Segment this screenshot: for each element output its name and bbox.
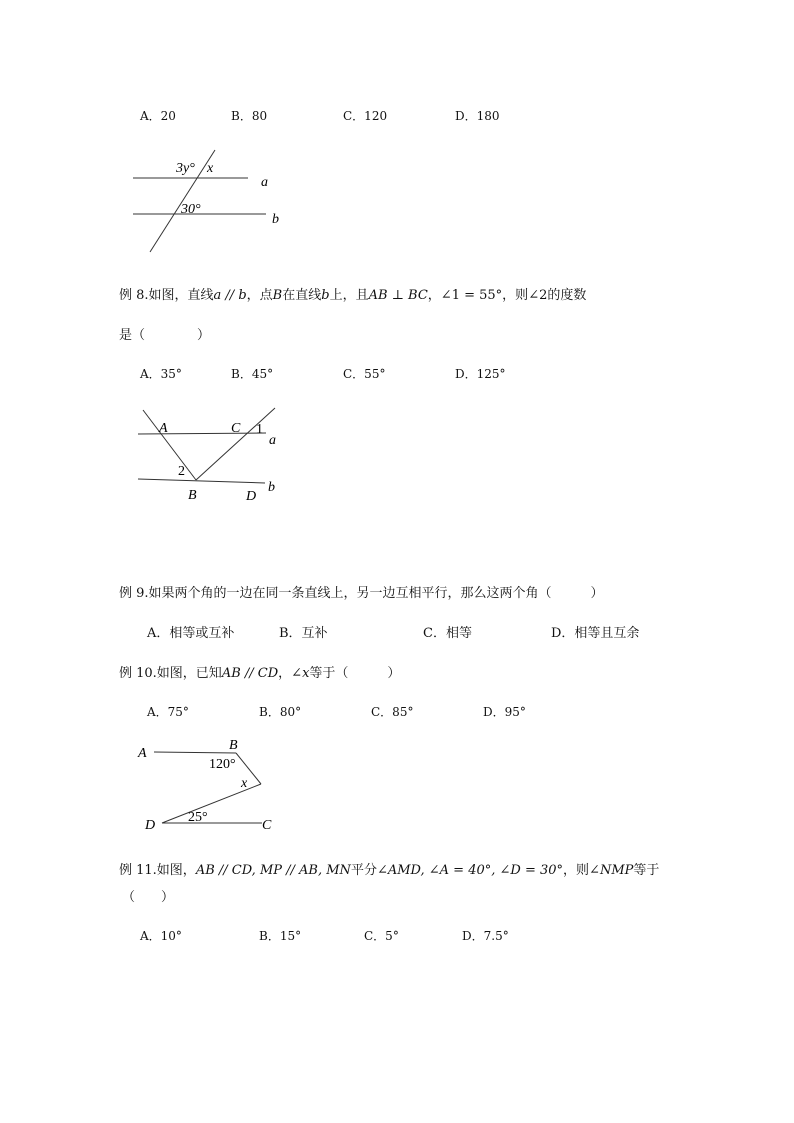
- q7-figure: [0, 0, 794, 270]
- q8-label-1: 1: [256, 422, 263, 437]
- q8-line: b: [321, 288, 330, 303]
- q11-math3: ∠NMP: [589, 863, 634, 878]
- q10-option-d: D．95°: [483, 705, 526, 719]
- q8-label-C: C: [231, 421, 241, 436]
- q10-figure: [0, 730, 794, 840]
- q10-label-C: C: [262, 818, 272, 833]
- q11-stem: [119, 859, 659, 878]
- q10-segment-ab: [154, 752, 236, 753]
- q11-option-a: A．10°: [140, 929, 182, 943]
- q11-option-c: C．5°: [364, 929, 399, 943]
- q8-line-b: [138, 479, 265, 483]
- q9-option-b: B．互补: [279, 626, 328, 641]
- q8-stem-line2: 是（ ）: [119, 328, 211, 343]
- q9-option-d: D．相等且互余: [551, 626, 640, 641]
- q8-option-c: C．55°: [343, 367, 386, 381]
- q11-math1: AB // CD, MP // AB, MN: [195, 863, 351, 878]
- q11-options: [0, 927, 794, 947]
- q10-label-x: x: [241, 776, 248, 791]
- q10-segment-bx: [236, 753, 261, 784]
- q8-option-a: A．35°: [140, 367, 182, 381]
- q8-text2: 在直线: [282, 288, 322, 303]
- q10-option-b: B．80°: [259, 705, 302, 719]
- q8-option-b: B．45°: [231, 367, 274, 381]
- q8-options: [0, 365, 794, 385]
- q7-option-d: D．180: [455, 109, 500, 123]
- q10-label-D: D: [145, 818, 156, 833]
- q10-label-120: 120°: [209, 757, 236, 772]
- q8-option-d: D．125°: [455, 367, 506, 381]
- q9-options: [0, 622, 794, 642]
- q10-text1: ，: [278, 666, 292, 681]
- q11-text3: 等于: [633, 863, 660, 878]
- q8-label-B: B: [188, 488, 197, 503]
- q8-angle1: ∠1 = 55°: [440, 288, 503, 303]
- q10-stem: [119, 662, 400, 681]
- q7-label-b: b: [272, 212, 279, 227]
- q8-label-2: 2: [178, 464, 185, 479]
- q11-option-b: B．15°: [259, 929, 302, 943]
- q9-option-c: C．相等: [423, 626, 472, 641]
- q8-point: B: [272, 288, 283, 303]
- q8-angle2: ∠2: [528, 288, 548, 303]
- q8-label-a: a: [269, 433, 276, 448]
- q8-text1: ，点: [246, 288, 273, 303]
- q11-text2: ，则: [563, 863, 590, 878]
- q10-text2: 等于（ ）: [309, 666, 401, 681]
- q8-stem: [119, 284, 586, 303]
- q8-parallel: a // b: [213, 288, 247, 303]
- q11-prefix: 例 11.如图，: [119, 863, 196, 878]
- q7-option-c: C．120: [343, 109, 388, 123]
- q8-label-b: b: [268, 480, 275, 495]
- q11-math2: ∠AMD, ∠A = 40°, ∠D = 30°: [376, 863, 564, 878]
- q8-text3: 上，且: [329, 288, 369, 303]
- q8-label-D: D: [246, 489, 257, 504]
- q8-label-A: A: [159, 421, 168, 436]
- q10-angle-x: ∠x: [291, 666, 310, 681]
- q10-label-B: B: [229, 738, 238, 753]
- q8-perp: AB ⊥ BC: [368, 288, 428, 303]
- q10-label-A: A: [138, 746, 147, 761]
- q7-label-3y: 3y°: [176, 161, 195, 176]
- q10-prefix: 例 10.如图，已知: [119, 666, 222, 681]
- q8-prefix: 例 8.如图，直线: [119, 288, 214, 303]
- q10-option-a: A．75°: [147, 705, 189, 719]
- q7-label-x: x: [207, 161, 214, 176]
- q7-option-b: B．80: [231, 109, 268, 123]
- q10-label-25: 25°: [188, 810, 208, 825]
- q8-figure: [0, 390, 794, 520]
- q8-segment-ab: [143, 410, 196, 480]
- q10-options: [0, 703, 794, 723]
- q7-label-30: 30°: [181, 202, 201, 217]
- q7-option-a: A．20: [140, 109, 176, 123]
- q11-stem-line2: （ ）: [122, 890, 175, 905]
- q11-text1: 平分: [350, 863, 377, 878]
- q8-text5: ，则: [502, 288, 529, 303]
- q11-option-d: D．7.5°: [462, 929, 509, 943]
- q10-option-c: C．85°: [371, 705, 414, 719]
- q8-text6: 的度数: [547, 288, 587, 303]
- q8-segment-bc: [196, 408, 275, 480]
- q9-stem: 例 9.如果两个角的一边在同一条直线上，另一边互相平行，那么这两个角（ ）: [119, 586, 604, 601]
- q10-parallel: AB // CD: [221, 666, 279, 681]
- q7-label-a: a: [261, 175, 268, 190]
- q9-option-a: A．相等或互补: [147, 626, 235, 641]
- q8-text4: ，: [427, 288, 441, 303]
